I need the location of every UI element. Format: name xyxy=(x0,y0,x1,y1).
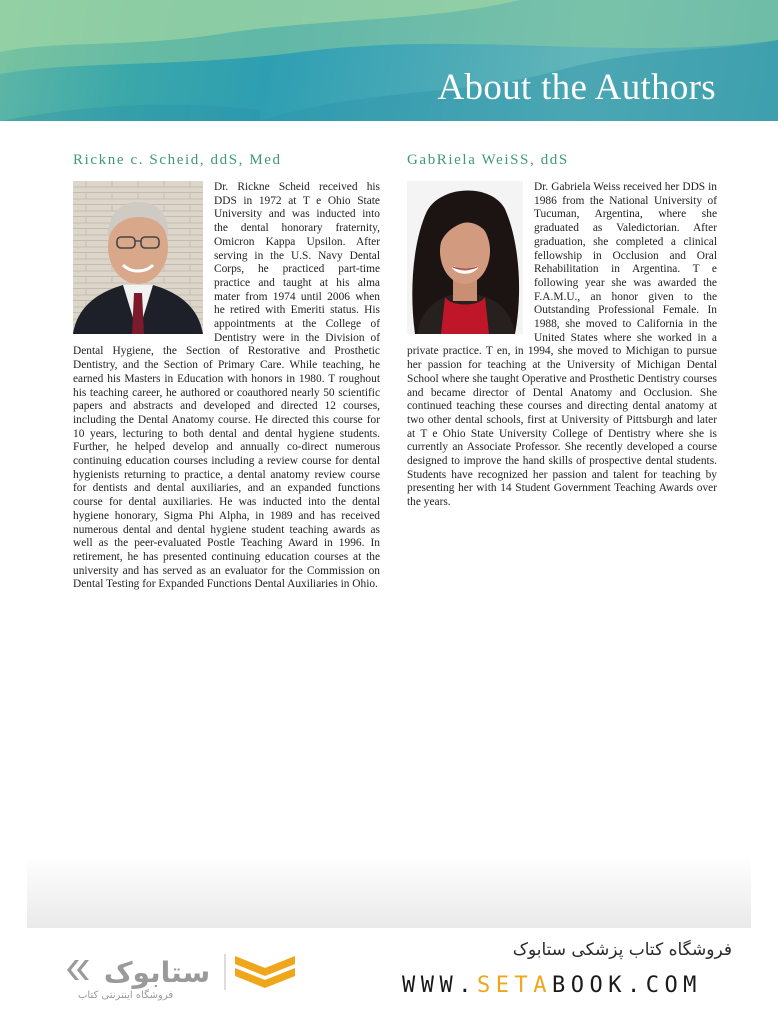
logo-subtitle: فروشگاه اینترنتی کتاب xyxy=(78,990,174,1001)
store-name: فروشگاه کتاب پزشکی ستابوک xyxy=(512,940,732,960)
url-brand: SETA xyxy=(476,973,552,998)
author-photo-weiss xyxy=(407,181,523,334)
author-column-scheid xyxy=(73,152,380,592)
author-name: Rickne c. Scheid, ddS, Med xyxy=(73,152,282,168)
author-bio: Dr. Rickne Scheid received his DDS in 1972 at T e Ohio State University and was inducted into the dental honorary fraternity, Omicron Kappa Upsilon. After serving in the U.S. Navy Dental Corps, he practiced part-time practice and taught at his alma mater from 1974 until 2006 when he retired with Emeriti status. His appointments at the College of Dentistry were in the Division of Dental Hygiene, the Section of Restorative and Prosthetic Dentistry, and the Section of Primary Care. While teaching, he earned his Masters in Education with honors in 1980. T roughout his teaching career, he authored or coauthored nearly 50 scientific papers and abstracts and developed and directed 12 courses, including the Dental Anatomy course. He directed this course for 10 years, lecturing to both dental and dental hygiene students. Further, he helped develop and annually co-direct numerous continuing education courses including a review course for dental hygienists returning to practice, a dental anatomy review course for dentists and dental auxiliaries, and an expanded functions course for dental auxiliaries. He was inducted into the dental hygiene honorary, Sigma Phi Alpha, in 1989 and has received numerous dental and dental hygiene student teaching awards as well as the peer-evaluated Postle Teaching Award in 1996. In retirement, he has presented continuing education courses at the university and has served as an evaluator for the Commission on Dental Testing for Expanded Functions Dental Auxiliaries in Ohio. xyxy=(73,181,380,591)
svg-text:ستابوک: ستابوک xyxy=(103,956,211,989)
website-url[interactable] xyxy=(402,973,702,998)
url-prefix: WWW. xyxy=(402,973,477,998)
author-column-weiss xyxy=(407,152,717,510)
url-suffix: BOOK.COM xyxy=(551,973,702,998)
header-banner xyxy=(0,0,778,121)
page-title: About the Authors xyxy=(437,67,716,108)
footer-fade xyxy=(27,855,751,930)
logo-graphic xyxy=(65,948,305,992)
author-name: GabRiela WeiSS, ddS xyxy=(407,152,569,168)
author-bio: Dr. Gabriela Weiss received her DDS in 1986 from the National University of Tucuman, Argentina, where she graduated as Valedictorian. After graduation, she completed a clinical fellowship in Occlusion and Oral Rehabilitation in Argentina. T e following year she was awarded the F.A.M.U., an honor given to the Outstanding Professional Female. In 1988, she moved to California in the United States where she worked in a private practice. T en, in 1994, she moved to Michigan to pursue her passion for teaching at the University of Michigan Dental School where she taught Operative and Prosthetic Dentistry courses and became director of Dental Anatomy and Occlusion. She continued teaching these courses and directing dental anatomy at two other dental schools, first at University of Pittsburgh and later at T e Ohio State University College of Dentistry where she is currently an Associate Professor. She recently developed a course designed to improve the hand skills of prospective dental students. Students have recognized her passion and talent for teaching by presenting her with 14 Student Government Teaching Awards over the years. xyxy=(407,181,717,509)
author-photo-scheid xyxy=(73,181,203,334)
